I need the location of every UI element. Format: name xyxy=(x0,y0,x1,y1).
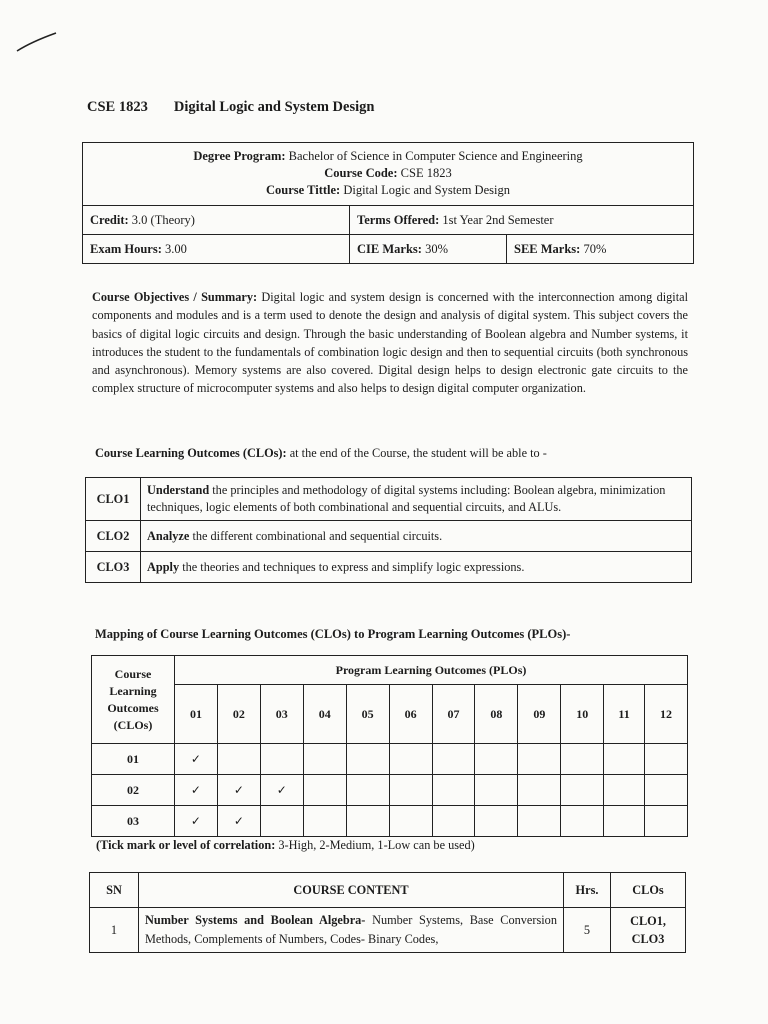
tick-cell xyxy=(303,806,346,837)
plo-number: 01 xyxy=(175,685,218,744)
tick-cell xyxy=(561,775,604,806)
tick-cell xyxy=(475,775,518,806)
plo-number: 10 xyxy=(561,685,604,744)
clo-column-header: Course Learning Outcomes (CLOs) xyxy=(92,656,175,744)
clo-description xyxy=(141,521,692,552)
credit-value: 3.0 (Theory) xyxy=(131,212,195,227)
see-value: 70% xyxy=(583,241,607,256)
content-hrs: 5 xyxy=(564,908,611,953)
exam-value: 3.00 xyxy=(165,241,187,256)
mapping-row xyxy=(92,744,688,775)
clo-row xyxy=(86,521,692,552)
tick-cell: ✓ xyxy=(217,806,260,837)
exam-label: Exam Hours: xyxy=(90,241,162,256)
tick-cell xyxy=(432,806,475,837)
tick-cell xyxy=(604,744,645,775)
course-content-header: COURSE CONTENT xyxy=(139,873,564,908)
clos-header: CLOs xyxy=(611,873,686,908)
plo-number: 08 xyxy=(475,685,518,744)
plo-number: 05 xyxy=(346,685,389,744)
clo-table xyxy=(85,477,692,583)
tick-cell xyxy=(217,744,260,775)
objectives-label: Course Objectives / Summary: xyxy=(92,290,258,304)
clo-code: CLO3 xyxy=(86,552,141,583)
tick-cell xyxy=(644,775,687,806)
hrs-header: Hrs. xyxy=(564,873,611,908)
course-objectives-paragraph xyxy=(92,288,688,398)
tick-cell xyxy=(518,744,561,775)
course-info-header xyxy=(83,143,694,206)
tick-cell xyxy=(346,806,389,837)
cie-value: 30% xyxy=(425,241,448,256)
clo-text: the different combinational and sequential circuits. xyxy=(192,528,443,543)
plo-number: 04 xyxy=(303,685,346,744)
clo-row xyxy=(86,552,692,583)
course-code: CSE 1823 xyxy=(87,99,148,115)
clo-verb: Understand xyxy=(147,483,210,497)
content-clo-a: CLO1, xyxy=(630,914,666,928)
clo-description xyxy=(141,552,692,583)
tick-cell xyxy=(303,744,346,775)
plo-column-header: Program Learning Outcomes (PLOs) xyxy=(175,656,688,685)
content-clo-b: CLO3 xyxy=(631,932,665,946)
tick-cell xyxy=(432,775,475,806)
topic-label: Number Systems and Boolean Algebra- xyxy=(145,913,366,927)
code-value: CSE 1823 xyxy=(400,166,452,180)
clo-plo-mapping-table xyxy=(91,655,688,837)
plo-number: 02 xyxy=(217,685,260,744)
title-value: Digital Logic and System Design xyxy=(343,183,510,197)
tick-cell xyxy=(389,744,432,775)
clo-intro xyxy=(95,446,547,461)
tick-cell: ✓ xyxy=(175,744,218,775)
pen-stroke-mark xyxy=(14,30,60,54)
course-content-table xyxy=(89,872,686,953)
cie-label: CIE Marks: xyxy=(357,241,422,256)
mapping-row-clo: 03 xyxy=(92,806,175,837)
content-clos xyxy=(611,908,686,953)
mapping-title: Mapping of Course Learning Outcomes (CLOs) to Program Learning Outcomes (PLOs)- xyxy=(95,627,571,641)
tick-cell xyxy=(475,806,518,837)
clo-description xyxy=(141,478,692,521)
clo-code: CLO2 xyxy=(86,521,141,552)
tick-cell xyxy=(518,806,561,837)
content-header-row xyxy=(90,873,686,908)
plo-number: 11 xyxy=(604,685,645,744)
tick-note-text: 3-High, 2-Medium, 1-Low can be used) xyxy=(278,838,475,852)
plo-number: 03 xyxy=(260,685,303,744)
course-info-table xyxy=(82,142,694,264)
degree-value: Bachelor of Science in Computer Science and Engineering xyxy=(288,149,583,163)
tick-cell xyxy=(518,775,561,806)
tick-cell xyxy=(561,744,604,775)
plo-number: 12 xyxy=(644,685,687,744)
clo-verb: Analyze xyxy=(147,528,190,543)
content-topic xyxy=(139,908,564,953)
tick-cell xyxy=(346,744,389,775)
clo-text: the principles and methodology of digital systems including: Boolean algebra, minimization techniques, logic elements of both combinational and sequential circuits, and ALUs. xyxy=(147,483,666,514)
tick-cell xyxy=(260,806,303,837)
plo-number: 09 xyxy=(518,685,561,744)
tick-cell xyxy=(604,806,645,837)
tick-cell xyxy=(432,744,475,775)
content-row xyxy=(90,908,686,953)
tick-cell xyxy=(604,775,645,806)
tick-cell xyxy=(561,806,604,837)
course-name: Digital Logic and System Design xyxy=(173,99,375,115)
tick-cell xyxy=(260,744,303,775)
mapping-row xyxy=(92,775,688,806)
code-label: Course Code: xyxy=(324,166,398,180)
terms-value: 1st Year 2nd Semester xyxy=(442,212,554,227)
tick-cell xyxy=(346,775,389,806)
degree-label: Degree Program: xyxy=(193,149,286,163)
tick-cell xyxy=(644,806,687,837)
clo-intro-text: at the end of the Course, the student will be able to - xyxy=(289,446,547,460)
tick-cell xyxy=(303,775,346,806)
mapping-row xyxy=(92,806,688,837)
tick-cell: ✓ xyxy=(175,775,218,806)
cie-cell xyxy=(350,235,507,264)
tick-cell xyxy=(389,775,432,806)
credit-label: Credit: xyxy=(90,212,129,227)
clo-intro-label: Course Learning Outcomes (CLOs): xyxy=(95,446,287,460)
clo-row xyxy=(86,478,692,521)
tick-mark-note xyxy=(96,838,475,853)
plo-number: 06 xyxy=(389,685,432,744)
clo-code: CLO1 xyxy=(86,478,141,521)
tick-cell xyxy=(644,744,687,775)
topic-text: Number Systems, Base Conversion Methods, Complements of Numbers, Codes- Binary Codes, xyxy=(145,913,557,946)
terms-cell xyxy=(350,206,694,235)
content-sn: 1 xyxy=(90,908,139,953)
mapping-row-clo: 02 xyxy=(92,775,175,806)
credit-cell xyxy=(83,206,350,235)
clo-text: the theories and techniques to express and simplify logic expressions. xyxy=(182,559,525,574)
title-label: Course Tittle: xyxy=(266,183,341,197)
exam-cell xyxy=(83,235,350,264)
plo-number: 07 xyxy=(432,685,475,744)
tick-note-label: (Tick mark or level of correlation: xyxy=(96,838,276,852)
tick-cell xyxy=(389,806,432,837)
objectives-text: Digital logic and system design is concerned with the interconnection among digital components and modules and is a term used to denote the design and analysis of digital system. This subject covers the basics of digital logic circuits and design. Through the basic understanding of Boolean algebra and Number systems, it introduces the student to the fundamentals of combination logic design and then to sequential circuits (both synchronous and asynchronous). Memory systems are also covered. Digital design helps to design electronic gate circuits to the complex structure of microcomputer systems and also helps to design digital computer organization. xyxy=(92,290,688,396)
mapping-row-clo: 01 xyxy=(92,744,175,775)
course-title-line xyxy=(87,99,374,116)
tick-cell: ✓ xyxy=(260,775,303,806)
plo-number-row xyxy=(92,685,688,744)
clo-verb: Apply xyxy=(147,559,180,574)
tick-cell: ✓ xyxy=(217,775,260,806)
sn-header: SN xyxy=(90,873,139,908)
see-cell xyxy=(507,235,694,264)
terms-label: Terms Offered: xyxy=(357,212,440,227)
tick-cell xyxy=(475,744,518,775)
see-label: SEE Marks: xyxy=(514,241,581,256)
tick-cell: ✓ xyxy=(175,806,218,837)
